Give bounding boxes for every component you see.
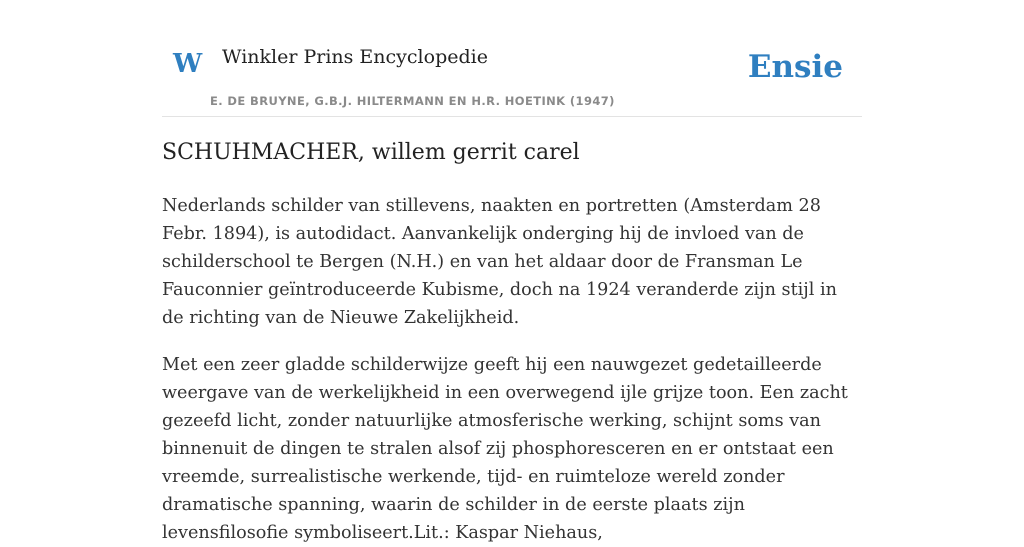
- publication-logo: W: [173, 49, 203, 79]
- header: [162, 0, 862, 117]
- book-title: Winkler Prins Encyclopedie: [222, 46, 488, 68]
- brand-logo-link[interactable]: Ensie: [747, 49, 843, 85]
- book-authors: E. DE BRUYNE, G.B.J. HILTERMANN EN H.R. HOETINK (1947): [210, 94, 615, 108]
- entry-paragraph: Nederlands schilder van stillevens, naakten en portretten (Amsterdam 28 Febr. 1894), is autodidact. Aanvankelijk onderging hij de invloed van de schilderschool te Bergen (N.H.) en van het aldaar door de Fransman Le Fauconnier geïntroduceerde Kubisme, doch na 1924 veranderde zijn stijl in de richting van de Nieuwe Zakelijkheid.: [162, 196, 837, 328]
- content-column: [162, 0, 862, 543]
- entry-title: SCHUHMACHER, willem gerrit carel: [162, 140, 580, 165]
- entry-paragraph: Met een zeer gladde schilderwijze geeft hij een nauwgezet gedetailleerde weergave van de werkelijkheid in een overwegend ijle grijze toon. Een zacht gezeefd licht, zonder natuurlijke atmosferische werking, schijnt soms van binnenuit de dingen te stralen alsof zij phosphoresceren en er ontstaat een vreemde, surrealistische werkende, tijd- en ruimteloze wereld zonder dramatische spanning, waarin de schilder in de eerste plaats zijn levensfilosofie symboliseert.Lit.: Kaspar Niehaus,: [162, 355, 848, 543]
